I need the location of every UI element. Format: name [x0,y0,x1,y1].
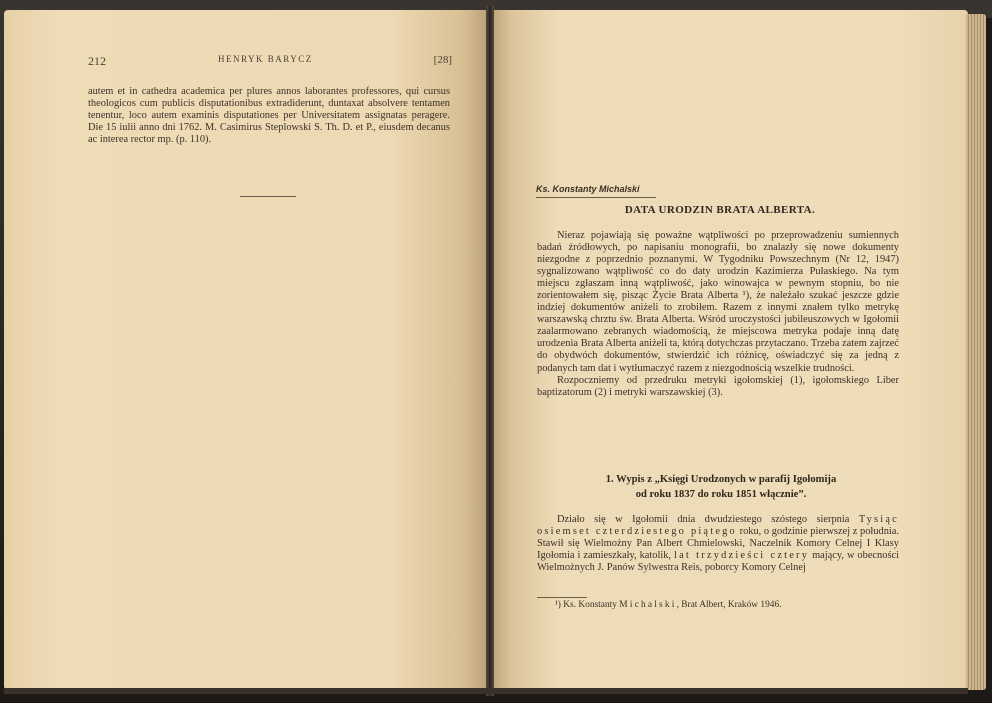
section-heading-line: 1. Wypis z „Księgi Urodzonych w parafij Igołomija [605,474,837,485]
footnote-rule [537,597,587,598]
running-head-author: HENRYK BARYCZ [218,54,313,64]
paragraph: Nieraz pojawiają się poważne wątpliwości po przeprowadzeniu sumiennych badań źródłowych, po napisaniu monografii, bo znalazły się nowe dokumenty niezgodne z poprzednio poznanymi. W Tygodniku Powszechnym (Nr 12, 1947) sygnalizowano wątpliwość co do daty urodzin Kazimierza Pułaskiego. Na tym miejscu zgłaszam inną wątpliwość, jako winowajca w pewnym stopniu, bo nie zorientowałem się, pisząc Życie Brata Alberta ¹), że należało szukać jeszcze gdzie indziej dokumentów aniżeli to zrobiłem. Razem z innymi znałem tylko metrykę warszawską chrztu św. Brata Alberta. Wśród uroczystości jubileuszowych w Igołomii zaalarmowano zebranych wiadomością, że miejscowa metryka podaje inną datę urodzenia Brata Alberta aniżeli ta, którą dotychczas przytaczano. Trzeba zatem zajrzeć do obydwóch dokumentów, stwierdzić ich różnicę, oświadczyć się za jedną z podanych tam dat i wytłumaczyć razem z niezgodnością wszelkie trudności. [537,230,899,374]
section-heading [560,472,882,502]
edge-shadow [986,18,992,686]
left-page-text: autem et in cathedra academica per plures annos laborantes professores, qui cursus theologicos cum publicis disputationibus extradiderunt, duntaxat absolvere tentamen tenentur, loco autem examinis disputationes per Universitatem assignatas peragere. Die 15 iulii anno dni 1762. M. Casimirus Steplowski S. Th. D. et P., eiusdem decanus ac interea rector mp. (p. 110). [88,86,450,146]
footnote-prefix: Ks. Konstanty [563,600,620,610]
record-text-part: mający, w obecności Wielmożnych J. Panów Sylwestra Reis, poborcy Komory Celnej [537,550,899,574]
paragraph: Rozpoczniemy od przedruku metryki igołomskiej (1), igołomskiego Liber baptizatorum (2) i metryki warszawskiej (3). [537,374,899,398]
footnote [555,600,895,610]
spaced-text: Tysiąc osiemset czterdziestego piątego [537,514,899,538]
book-gutter [486,6,494,696]
article-body [537,230,899,399]
paragraph [537,514,899,574]
article-author: Ks. Konstanty Michalski [536,184,640,194]
footnote-suffix: , Brat Albert, Kraków 1946. [676,600,782,610]
footnote-author-name: Michalski [619,600,677,610]
page-edges [966,14,986,690]
article-title: DATA URODZIN BRATA ALBERTA. [624,204,816,216]
footnote-mark: ¹) [555,600,561,610]
record-text [537,514,899,574]
section-divider [240,196,296,197]
bottom-edge [4,688,968,694]
spaced-text: lat trzydzieści cztery [674,550,810,562]
record-text-part: roku, o godzinie pierwszej z południa. Stawił się Wielmożny Pan Albert Chmielowski, Naczelnik Komory Celnej I Klasy Igołomia i zamieszkały, katolik, [537,526,900,562]
section-heading-line: od roku 1837 do roku 1851 włącznie”. [635,489,807,500]
author-underline [536,197,656,198]
section-number: [28] [433,54,452,66]
record-text-part: Działo się w Igołomii dnia dwudziestego szóstego sierpnia [557,514,859,525]
page-number: 212 [88,54,106,68]
